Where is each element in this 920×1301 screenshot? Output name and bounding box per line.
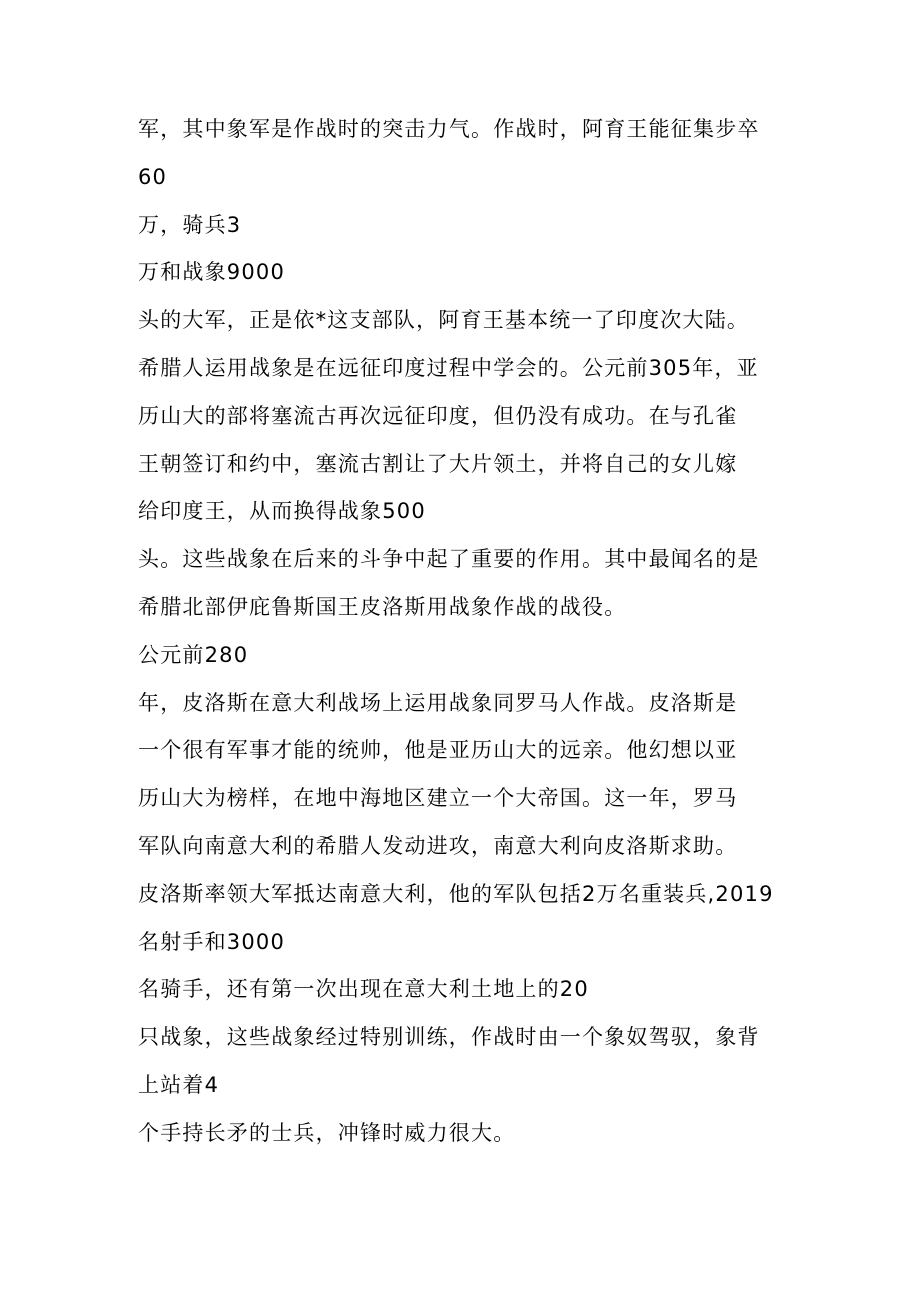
text-line: 希腊北部伊庇鲁斯国王皮洛斯用战象作战的战役。: [138, 594, 627, 619]
body-text: [138, 106, 798, 1158]
text-line: 年，皮洛斯在意大利战场上运用战象同罗马人作战。皮洛斯是: [138, 690, 738, 715]
text-line: 一个很有军事才能的统帅，他是亚历山大的远亲。他幻想以亚: [138, 738, 738, 763]
text-line: 历山大的部将塞流古再次远征印度，但仍没有成功。在与孔雀: [138, 403, 738, 428]
text-line: 给印度王，从而换得战象500: [138, 499, 426, 524]
text-line: 公元前280: [138, 642, 249, 667]
text-line: 万和战象9000: [138, 260, 286, 285]
text-line: 军队向南意大利的希腊人发动进攻，南意大利向皮洛斯求助。: [138, 833, 738, 858]
text-line: 万，骑兵3: [138, 212, 242, 237]
text-line: 个手持长矛的士兵，冲锋时威力很大。: [138, 1120, 516, 1145]
text-line: 上站着4: [138, 1072, 220, 1097]
text-line: 头。这些战象在后来的斗争中起了重要的作用。其中最闻名的是: [138, 547, 760, 572]
text-line: 名骑手，还有第一次出现在意大利土地上的20: [138, 977, 589, 1002]
text-line: 历山大为榜样，在地中海地区建立一个大帝国。这一年，罗马: [138, 786, 738, 811]
text-line: 王朝签订和约中，塞流古割让了大片领土，并将自己的女儿嫁: [138, 451, 738, 476]
text-line: 皮洛斯率领大军抵达南意大利，他的军队包括2万名重装兵,2019: [138, 881, 774, 906]
text-line: 军，其中象军是作战时的突击力气。作战时，阿育王能征集步卒: [138, 117, 760, 141]
text-line: 60: [138, 164, 168, 189]
text-line: 名射手和3000: [138, 929, 286, 954]
text-line: 只战象，这些战象经过特别训练，作战时由一个象奴驾驭，象背: [138, 1025, 760, 1050]
text-line: 希腊人运用战象是在远征印度过程中学会的。公元前305年，亚: [138, 355, 759, 380]
text-line: 头的大军，正是依*这支部队，阿育王基本统一了印度次大陆。: [138, 308, 750, 333]
